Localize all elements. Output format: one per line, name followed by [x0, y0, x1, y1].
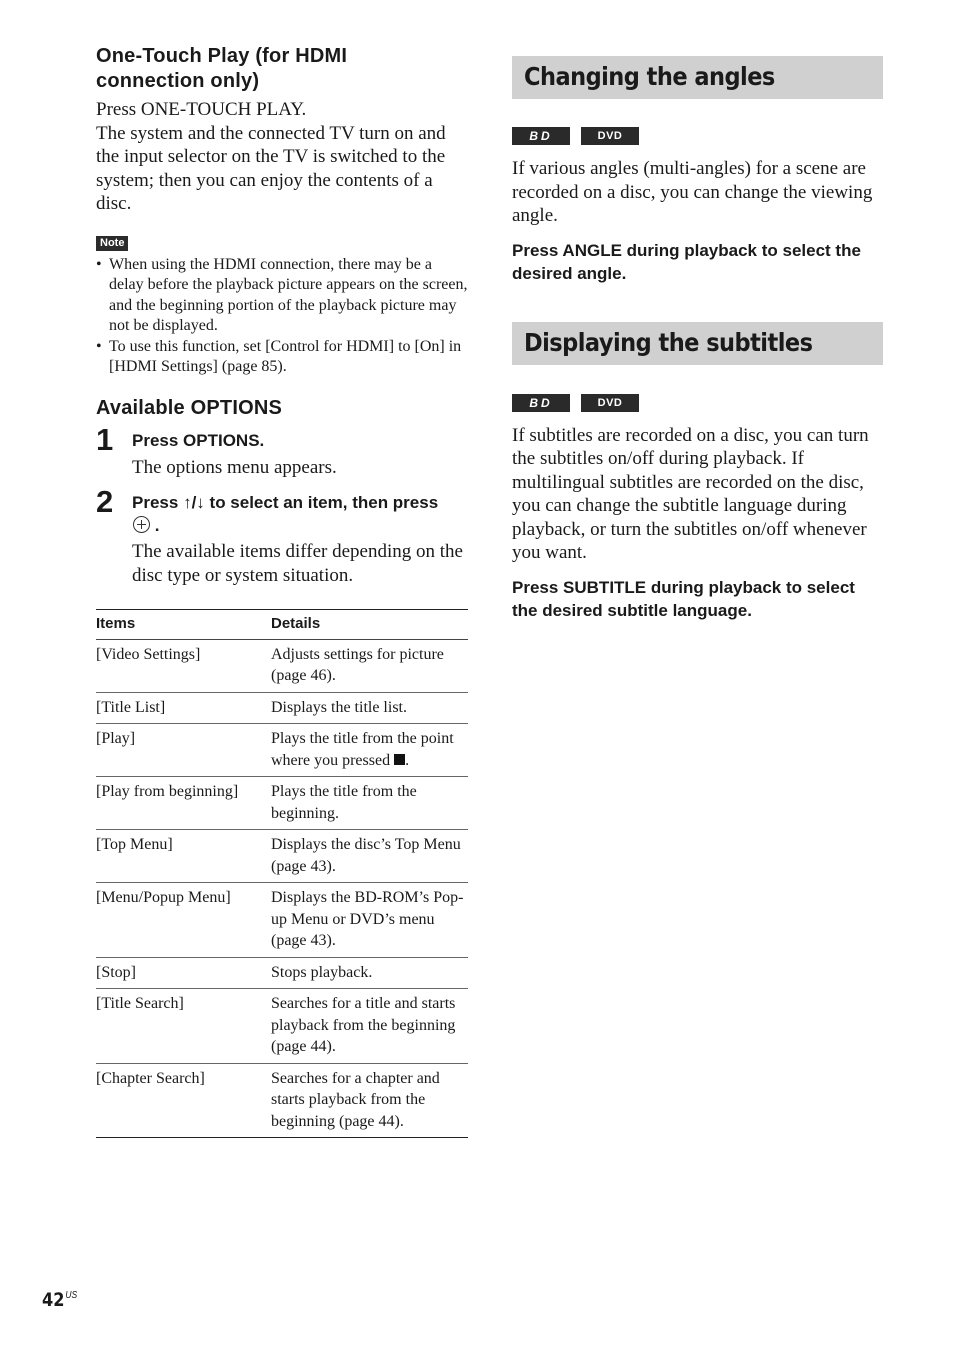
- details-cell: Plays the title from the beginning.: [271, 777, 468, 830]
- details-cell: Displays the disc’s Top Menu (page 43).: [271, 830, 468, 883]
- step-1: [96, 421, 468, 480]
- right-column: [512, 56, 883, 622]
- item-cell: [Menu/Popup Menu]: [96, 883, 271, 958]
- disc-badges: [512, 127, 883, 145]
- one-touch-heading: [96, 44, 468, 94]
- one-touch-paragraph: The system and the connected TV turn on and the input selector on the TV is switched to the system; then you can enjoy the contents of a disc.: [96, 122, 446, 214]
- item-cell: [Play]: [96, 724, 271, 777]
- enter-button-icon: [133, 516, 150, 533]
- note-list: [96, 255, 468, 378]
- details-cell: Displays the BD-ROM’s Pop-up Menu or DVD’s menu (page 43).: [271, 883, 468, 958]
- dvd-badge-icon: DVD: [581, 394, 639, 412]
- table-row: [96, 777, 468, 830]
- step-title: [132, 491, 468, 537]
- table-row: [96, 639, 468, 692]
- section-title: Displaying the subtitles: [524, 327, 813, 357]
- column-header-items: Items: [96, 610, 271, 640]
- note-item: • To use this function, set [Control for HDMI] to [On] in [HDMI Settings] (page 85).: [96, 337, 468, 378]
- table-row: [96, 957, 468, 989]
- step-title-text: to select an item, then press: [209, 493, 439, 512]
- details-text: Plays the title from the point where you pressed: [271, 730, 454, 769]
- details-cell: Adjusts settings for picture (page 46).: [271, 639, 468, 692]
- item-cell: [Top Menu]: [96, 830, 271, 883]
- table-row: [96, 830, 468, 883]
- step-number: 1: [96, 421, 114, 457]
- table-row: [96, 883, 468, 958]
- details-period: .: [405, 751, 410, 769]
- step-title-text: Press: [132, 493, 179, 512]
- item-cell: [Video Settings]: [96, 639, 271, 692]
- stop-square-icon: [394, 754, 405, 765]
- page-number-value: 42: [42, 1289, 65, 1311]
- details-cell: Searches for a title and starts playback from the beginning (page 44).: [271, 989, 468, 1064]
- one-touch-line1: Press ONE-TOUCH PLAY.: [96, 99, 307, 120]
- item-cell: [Play from beginning]: [96, 777, 271, 830]
- step-body: The options menu appears.: [132, 456, 337, 478]
- subtitles-instruction: Press SUBTITLE during playback to select the desired subtitle language.: [512, 577, 855, 620]
- disc-badges: [512, 394, 883, 412]
- step-number: 2: [96, 484, 114, 519]
- table-row: [96, 692, 468, 724]
- angles-instruction: Press ANGLE during playback to select the desired angle.: [512, 240, 861, 283]
- subtitles-paragraph: If subtitles are recorded on a disc, you can turn the subtitles on/off during playback. If multilingual subtitles are recorded on the disc, you can change the subtitle language during playback, or turn the subtitles on/off whenever you want.: [512, 424, 869, 563]
- item-cell: [Title List]: [96, 692, 271, 724]
- note-item: • When using the HDMI connection, there may be a delay before the playback picture appears on the screen, and the beginning portion of the playback picture may not be displayed.: [96, 255, 468, 337]
- step-body: The available items differ depending on the disc type or system situation.: [132, 541, 463, 586]
- step-title-period: .: [154, 516, 160, 535]
- dvd-badge-icon: DVD: [581, 127, 639, 145]
- left-column: [96, 44, 468, 1138]
- options-heading: Available OPTIONS: [96, 396, 283, 419]
- section-title: Changing the angles: [524, 62, 775, 91]
- table-row: [96, 724, 468, 777]
- details-cell: Displays the title list.: [271, 692, 468, 724]
- page-number-suffix: US: [65, 1290, 78, 1301]
- details-cell: [271, 724, 468, 777]
- options-table: [96, 609, 468, 1138]
- item-cell: [Chapter Search]: [96, 1063, 271, 1138]
- table-row: [96, 1063, 468, 1138]
- one-touch-heading-line1: One-Touch Play (for HDMI: [96, 45, 348, 67]
- angles-paragraph: If various angles (multi-angles) for a scene are recorded on a disc, you can change the viewing angle.: [512, 158, 873, 226]
- details-cell: Searches for a chapter and starts playback from the beginning (page 44).: [271, 1063, 468, 1138]
- details-cell: Stops playback.: [271, 957, 468, 989]
- section-band-subtitles: [512, 322, 883, 365]
- item-cell: [Title Search]: [96, 989, 271, 1064]
- step-title: Press OPTIONS.: [132, 430, 265, 450]
- up-down-arrows-icon: ↑/↓: [183, 493, 205, 512]
- note-block: [96, 233, 468, 378]
- page-number: [42, 1285, 77, 1311]
- column-header-details: Details: [271, 610, 468, 640]
- one-touch-body: [96, 98, 468, 216]
- one-touch-heading-line2: connection only): [96, 70, 260, 92]
- bd-badge-icon: BD: [512, 127, 570, 145]
- table-header-row: [96, 610, 468, 640]
- item-cell: [Stop]: [96, 957, 271, 989]
- step-2: [96, 484, 468, 587]
- table-row: [96, 989, 468, 1064]
- bd-badge-icon: BD: [512, 394, 570, 412]
- section-band-angles: [512, 56, 883, 99]
- note-badge: Note: [96, 236, 128, 251]
